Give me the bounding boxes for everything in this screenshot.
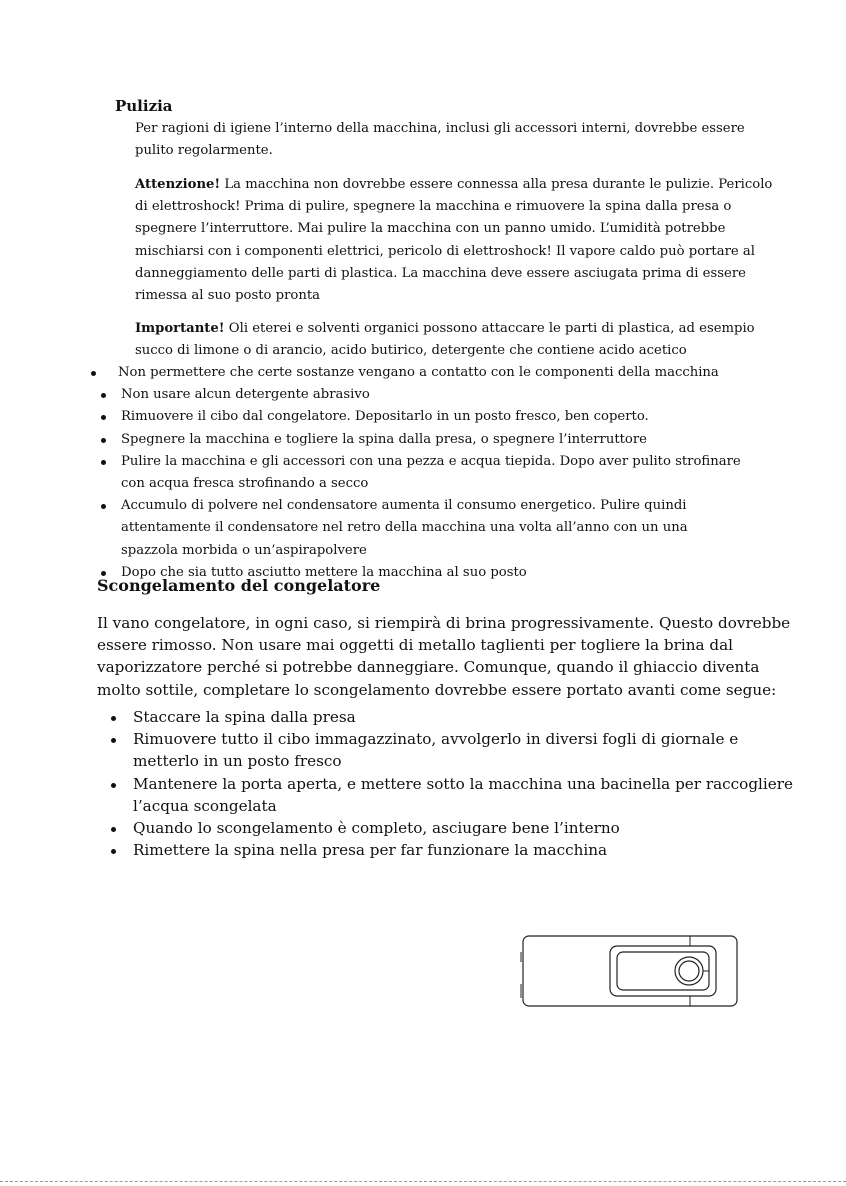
list-item: Spegnere la macchina e togliere la spina dalla presa, o spegnere l’interruttore	[121, 429, 741, 451]
cleaning-intro: Per ragioni di igiene l’interno della macchina, inclusi gli accessori interni, dovrebbe essere pulito regolarmente.	[135, 121, 745, 159]
list-item: Quando lo scongelamento è completo, asciugare bene l’interno	[133, 817, 793, 839]
list-item: Pulire la macchina e gli accessori con una pezza e acqua tiepida. Dopo aver pulito strofinare con acqua fresca strofinando a secco	[121, 451, 741, 495]
cleaning-bullet-list	[118, 362, 741, 584]
list-item: Rimuovere tutto il cibo immagazzinato, avvolgerlo in diversi fogli di giornale e metterlo in un posto fresco	[133, 728, 793, 772]
list-item: Accumulo di polvere nel condensatore aumenta il consumo energetico. Pulire quindi attentamente il condensatore nel retro della macchina una volta all’anno con un una spazzola morbida o un’aspirapolvere	[121, 495, 741, 562]
list-item: Non permettere che certe sostanze vengano a contatto con le componenti della macchina	[118, 362, 738, 384]
page-bottom-rule	[0, 1181, 846, 1182]
control-panel-diagram	[516, 932, 744, 1010]
important-label: Importante!	[135, 321, 225, 336]
cleaning-heading: Pulizia	[115, 97, 173, 115]
panel-inner-frame	[610, 946, 716, 996]
list-item: Mantenere la porta aperta, e mettere sotto la macchina una bacinella per raccogliere l’acqua scongelata	[133, 773, 793, 817]
list-item: Non usare alcun detergente abrasivo	[121, 384, 741, 406]
list-item: Rimuovere il cibo dal congelatore. Depositarlo in un posto fresco, ben coperto.	[121, 406, 741, 428]
defrost-heading: Scongelamento del congelatore	[97, 576, 381, 595]
panel-window	[617, 952, 709, 990]
defrost-intro: Il vano congelatore, in ogni caso, si riempirà di brina progressivamente. Questo dovrebbe essere rimosso. Non usare mai oggetti di metallo taglienti per togliere la brina dal vaporizzatore perché si potrebbe danneggiare. Comunque, quando il ghiaccio diventa molto sottile, completare lo scongelamento dovrebbe essere portato avanti come segue:	[97, 614, 791, 699]
list-item: Rimettere la spina nella presa per far funzionare la macchina	[133, 839, 793, 861]
warning-paragraph	[135, 174, 783, 307]
list-item: Staccare la spina dalla presa	[133, 706, 793, 728]
defrost-bullet-list	[133, 706, 793, 861]
important-paragraph	[135, 318, 775, 362]
important-text: Oli eterei e solventi organici possono attaccare le parti di plastica, ad esempio succo di limone o di arancio, acido butirico, detergente che contiene acido acetico	[135, 321, 755, 359]
thermostat-knob-inner	[679, 961, 699, 981]
warning-text: La macchina non dovrebbe essere connessa alla presa durante le pulizie. Pericolo di elettroshock! Prima di pulire, spegnere la macchina e rimuovere la spina dalla presa o spegnere l’interruttore. Mai pulire la macchina con un panno umido. L’umidità potrebbe mischiarsi con i componenti elettrici, pericolo di elettroshock! Il vapore caldo può portare al danneggiamento delle parti di plastica. La macchina deve essere asciugata prima di essere rimessa al suo posto pronta	[135, 177, 773, 304]
warning-label: Attenzione!	[135, 177, 221, 192]
list-item: Dopo che sia tutto asciutto mettere la macchina al suo posto	[121, 562, 741, 584]
